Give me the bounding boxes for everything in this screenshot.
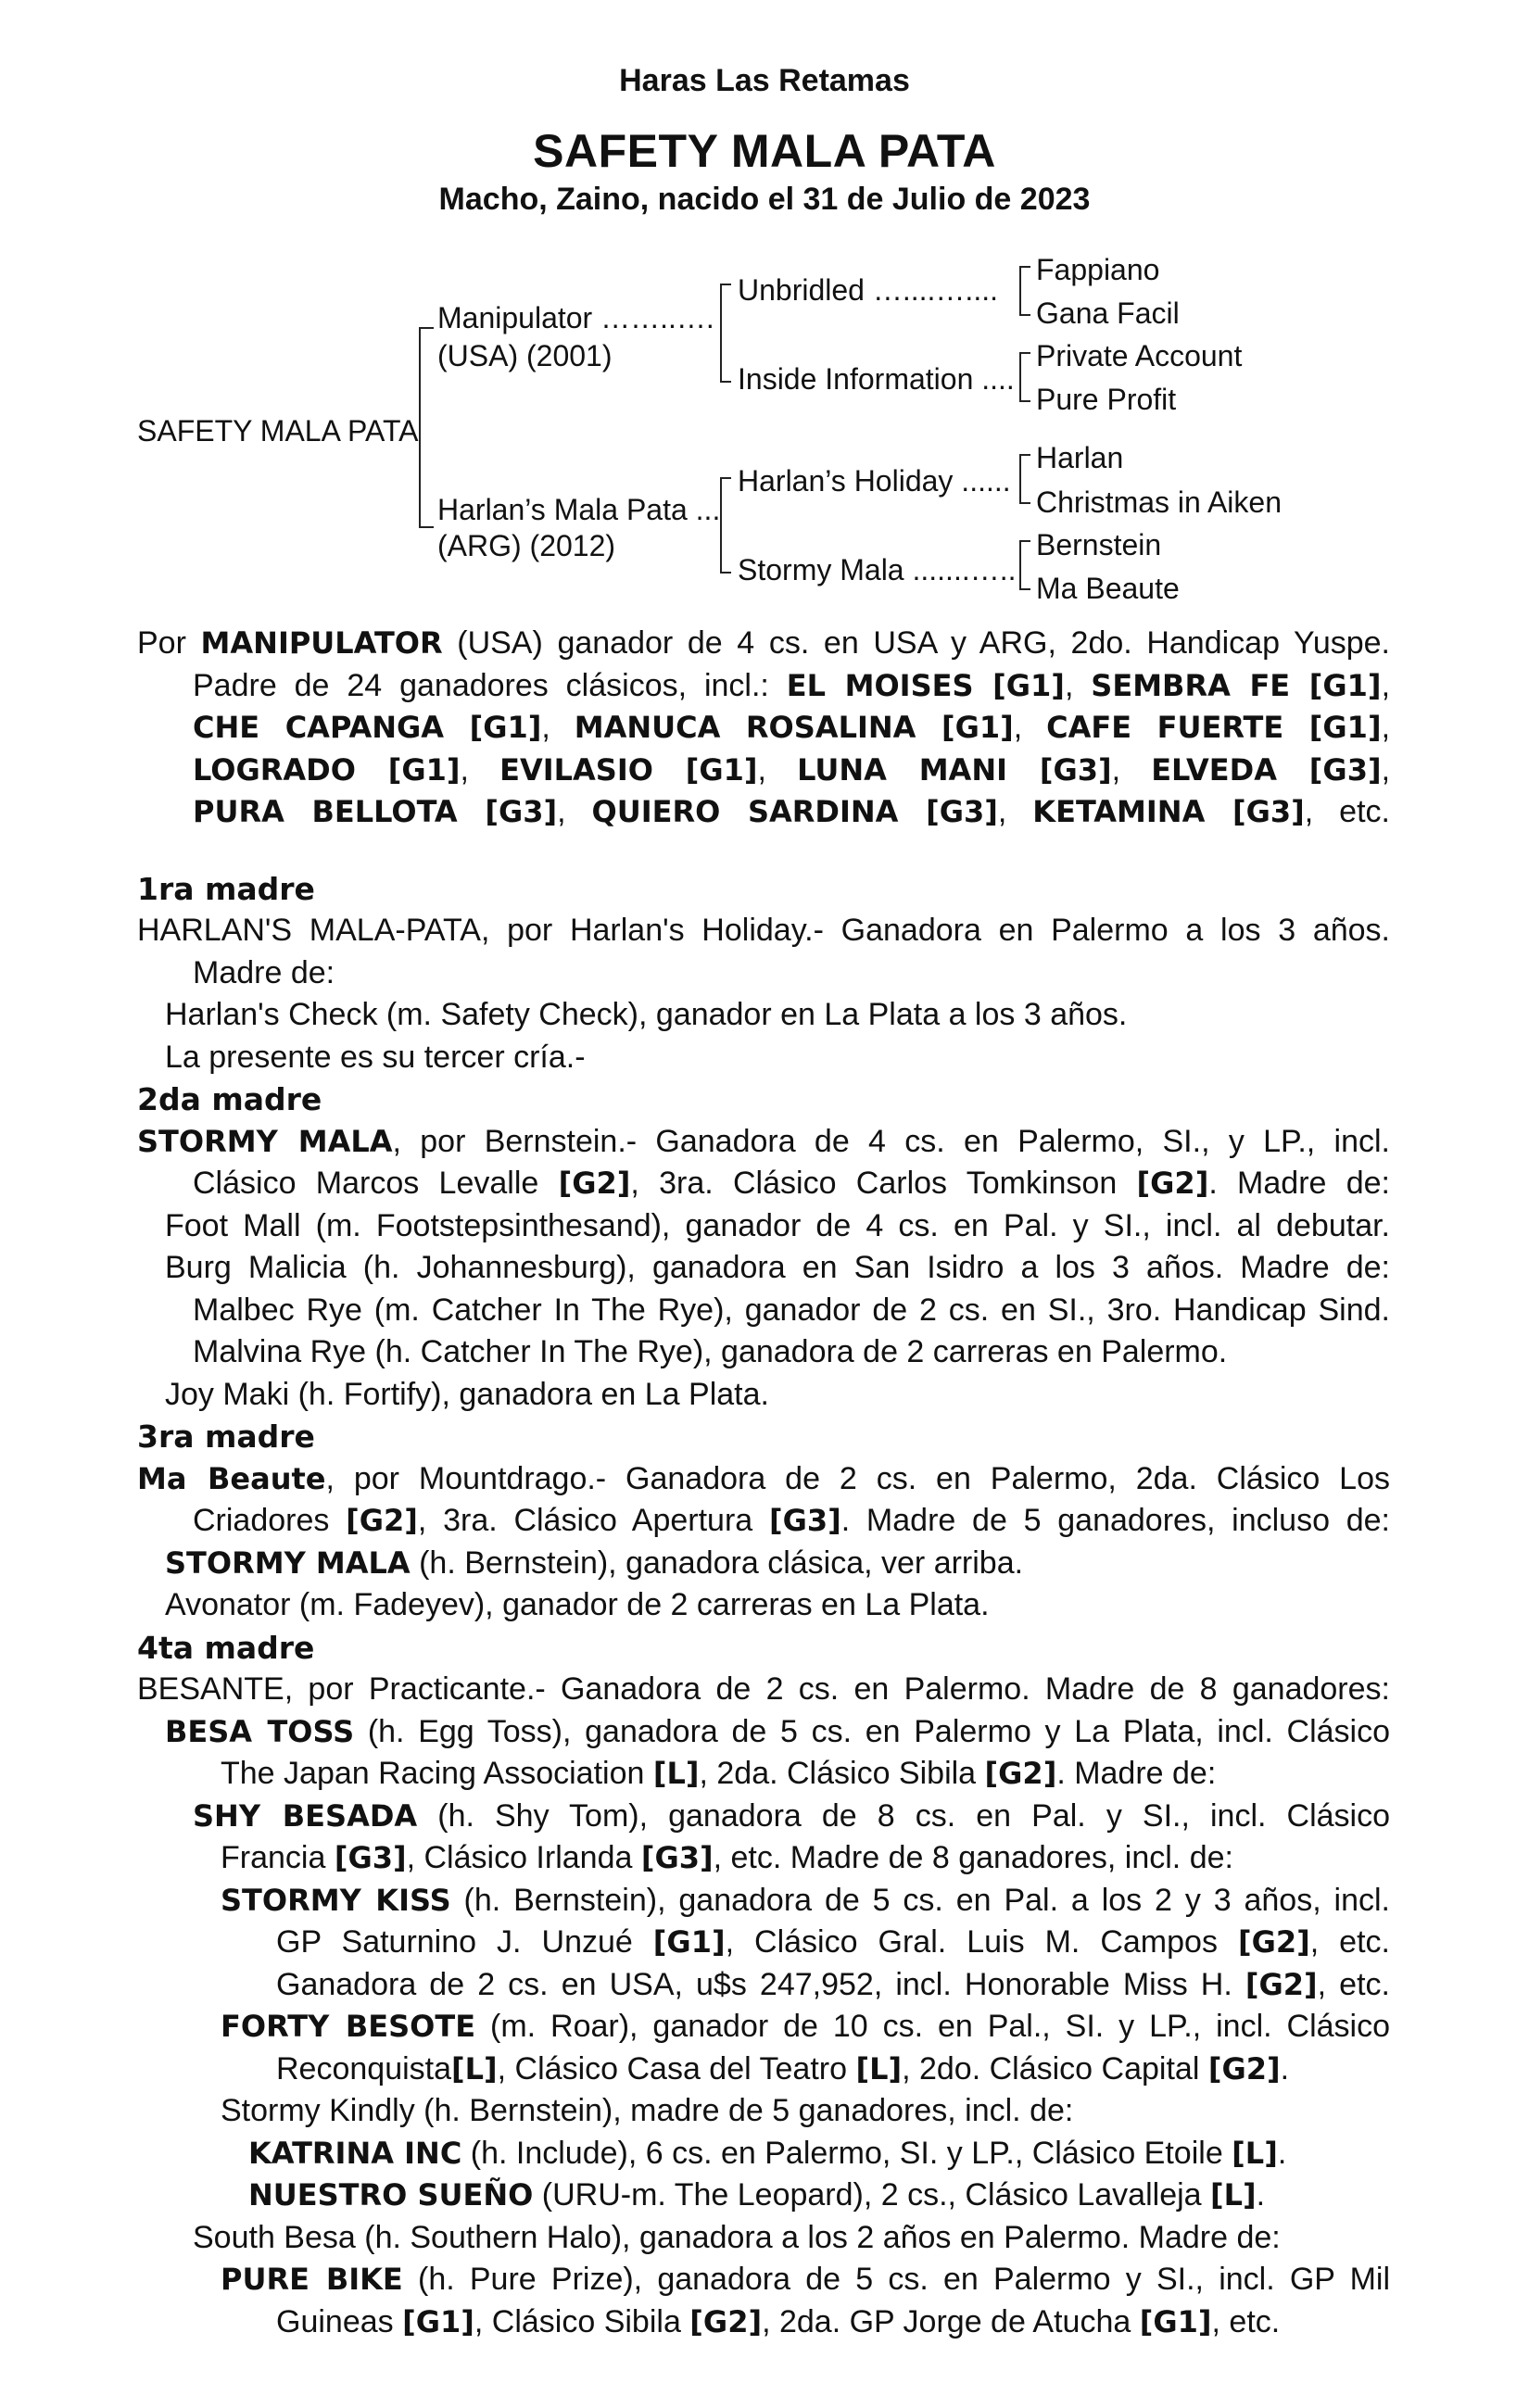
sire-line-3: CHE CAPANGA [G1], MANUCA ROSALINA [G1], CAFE FUERTE [G1], (193, 710, 1391, 745)
farm-name: Haras Las Retamas (619, 63, 910, 98)
pedigree-subject: SAFETY MALA PATA (137, 414, 419, 448)
dam4-line-15: PURE BIKE (h. Pure Prize), ganadora de 5 cs. en Palermo y SI., incl. GP Mil (221, 2262, 1391, 2297)
dam1-line-1: HARLAN'S MALA-PATA, por Harlan's Holiday.- Ganadora en Palermo a los 3 años. (137, 913, 1390, 948)
dam4-line-6: STORMY KISS (h. Bernstein), ganadora de 5 cs. en Pal. a los 2 y 3 años, incl. (221, 1882, 1391, 1918)
dam3-line-3: STORMY MALA (h. Bernstein), ganadora clásica, ver arriba. (165, 1544, 1024, 1581)
family-text (137, 623, 1390, 2343)
dam4-line-11: Stormy Kindly (h. Bernstein), madre de 5 ganadores, incl. de: (221, 2093, 1074, 2128)
sire-line-5: PURA BELLOTA [G3], QUIERO SARDINA [G3], KETAMINA [G3], etc. (193, 794, 1390, 829)
heading-dam2: 2da madre (137, 1081, 322, 1117)
dam4-line-1: BESANTE, por Practicante.- Ganadora de 2 cs. en Palermo. Madre de 8 ganadores: (137, 1671, 1390, 1707)
dam4-line-5: Francia [G3], Clásico Irlanda [G3], etc. Madre de 8 ganadores, incl. de: (221, 1840, 1233, 1875)
horse-subtitle: Macho, Zaino, nacido el 31 de Julio de 2023 (438, 182, 1091, 217)
pedigree-sire-dam: Inside Information .... (738, 362, 1015, 396)
dam3-line-2: Criadores [G2], 3ra. Clásico Apertura [G3]. Madre de 5 ganadores, incluso de: (193, 1503, 1390, 1538)
dam4-line-14: South Besa (h. Southern Halo), ganadora a los 2 años en Palermo. Madre de: (193, 2219, 1281, 2255)
pedigree-dam: Harlan’s Mala Pata ... (437, 493, 721, 526)
dam4-line-7: GP Saturnino J. Unzué [G1], Clásico Gral. Luis M. Campos [G2], etc. (276, 1924, 1390, 1960)
dam2-line-7: Joy Maki (h. Fortify), ganadora en La Plata. (165, 1376, 769, 1412)
pedigree-ssd: Gana Facil (1036, 296, 1180, 330)
pedigree-dsd: Christmas in Aiken (1036, 485, 1282, 519)
dam1-line-3: Harlan's Check (m. Safety Check), ganador en La Plata a los 3 años. (165, 997, 1128, 1032)
pedigree-dam-dam: Stormy Mala .......….. (738, 553, 1017, 586)
dam3-line-4: Avonator (m. Fadeyev), ganador de 2 carreras en La Plata. (165, 1587, 990, 1622)
bracket-sd (1019, 352, 1030, 402)
pedigree-ddd: Ma Beaute (1036, 572, 1180, 605)
pedigree-dds: Bernstein (1036, 528, 1162, 561)
pedigree-sire: Manipulator ……..…. (437, 301, 714, 334)
bracket-ds (1019, 454, 1030, 504)
dam2-line-4: Burg Malicia (h. Johannesburg), ganadora en San Isidro a los 3 años. Madre de: (165, 1250, 1390, 1285)
dam2-line-5: Malbec Rye (m. Catcher In The Rye), ganador de 2 cs. en SI., 3ro. Handicap Sind. (193, 1292, 1390, 1328)
pedigree-dss: Harlan (1036, 441, 1124, 474)
dam1-line-2: Madre de: (193, 954, 335, 990)
dam4-line-9: FORTY BESOTE (m. Roar), ganador de 10 cs. en Pal., SI. y LP., incl. Clásico (221, 2009, 1390, 2044)
dam4-line-4: SHY BESADA (h. Shy Tom), ganadora de 8 cs. en Pal. y SI., incl. Clásico (193, 1797, 1391, 1834)
dam2-line-1: STORMY MALA, por Bernstein.- Ganadora de 4 cs. en Palermo, SI., y LP., incl. (137, 1123, 1390, 1159)
bracket-dam (720, 477, 731, 574)
sire-line-2: Padre de 24 ganadores clásicos, incl.: EL MOISES [G1], SEMBRA FE [G1], (193, 667, 1391, 703)
dam4-line-8: Ganadora de 2 cs. en USA, u$s 247,952, incl. Honorable Miss H. [G2], etc. (276, 1966, 1390, 2002)
dam1-line-4: La presente es su tercer cría.- (165, 1039, 586, 1075)
heading-dam3: 3ra madre (137, 1418, 315, 1455)
heading-dam1: 1ra madre (137, 870, 315, 907)
sire-line-1: Por MANIPULATOR (USA) ganador de 4 cs. en USA y ARG, 2do. Handicap Yuspe. (137, 625, 1390, 661)
dam4-line-16: Guineas [G1], Clásico Sibila [G2], 2da. GP Jorge de Atucha [G1], etc. (276, 2303, 1281, 2339)
dam4-line-13: NUESTRO SUEÑO (URU-m. The Leopard), 2 cs., Clásico Lavalleja [L]. (248, 2177, 1266, 2213)
dam2-line-6: Malvina Rye (h. Catcher In The Rye), ganadora de 2 carreras en Palermo. (193, 1334, 1228, 1369)
dam4-line-12: KATRINA INC (h. Include), 6 cs. en Palermo, SI. y LP., Clásico Etoile [L]. (248, 2135, 1287, 2171)
dam3-line-1: Ma Beaute, por Mountdrago.- Ganadora de 2 cs. en Palermo, 2da. Clásico Los (137, 1460, 1390, 1496)
horse-title: SAFETY MALA PATA (533, 125, 996, 177)
dam2-line-3: Foot Mall (m. Footstepsinthesand), ganador de 4 cs. en Pal. y SI., incl. al debutar. (165, 1207, 1390, 1243)
bracket-dd (1019, 540, 1030, 590)
bracket-sire (720, 284, 731, 383)
dam2-line-2: Clásico Marcos Levalle [G2], 3ra. Clásico Carlos Tomkinson [G2]. Madre de: (193, 1166, 1390, 1201)
sire-name: MANIPULATOR (200, 625, 443, 661)
pedigree-sss: Fappiano (1036, 253, 1160, 286)
heading-dam4: 4ta madre (137, 1629, 315, 1666)
pedigree-sire-origin: (USA) (2001) (437, 339, 613, 372)
dam4-line-3: The Japan Racing Association [L], 2da. Clásico Sibila [G2]. Madre de: (221, 1756, 1217, 1791)
pedigree-sdd: Pure Profit (1036, 383, 1177, 416)
dam4-line-2: BESA TOSS (h. Egg Toss), ganadora de 5 cs. en Palermo y La Plata, incl. Clásico (165, 1713, 1390, 1749)
bracket-gen1 (419, 327, 434, 528)
bracket-ss (1019, 266, 1030, 316)
pedigree-sire-sire: Unbridled …....….... (738, 273, 998, 307)
pedigree-sds: Private Account (1036, 339, 1243, 372)
pedigree-dam-sire: Harlan’s Holiday ...... (738, 464, 1011, 498)
sire-line-4: LOGRADO [G1], EVILASIO [G1], LUNA MANI [G3], ELVEDA [G3], (193, 751, 1391, 788)
dam4-line-10: Reconquista[L], Clásico Casa del Teatro [L], 2do. Clásico Capital [G2]. (276, 2050, 1290, 2087)
pedigree-dam-origin: (ARG) (2012) (437, 529, 616, 562)
